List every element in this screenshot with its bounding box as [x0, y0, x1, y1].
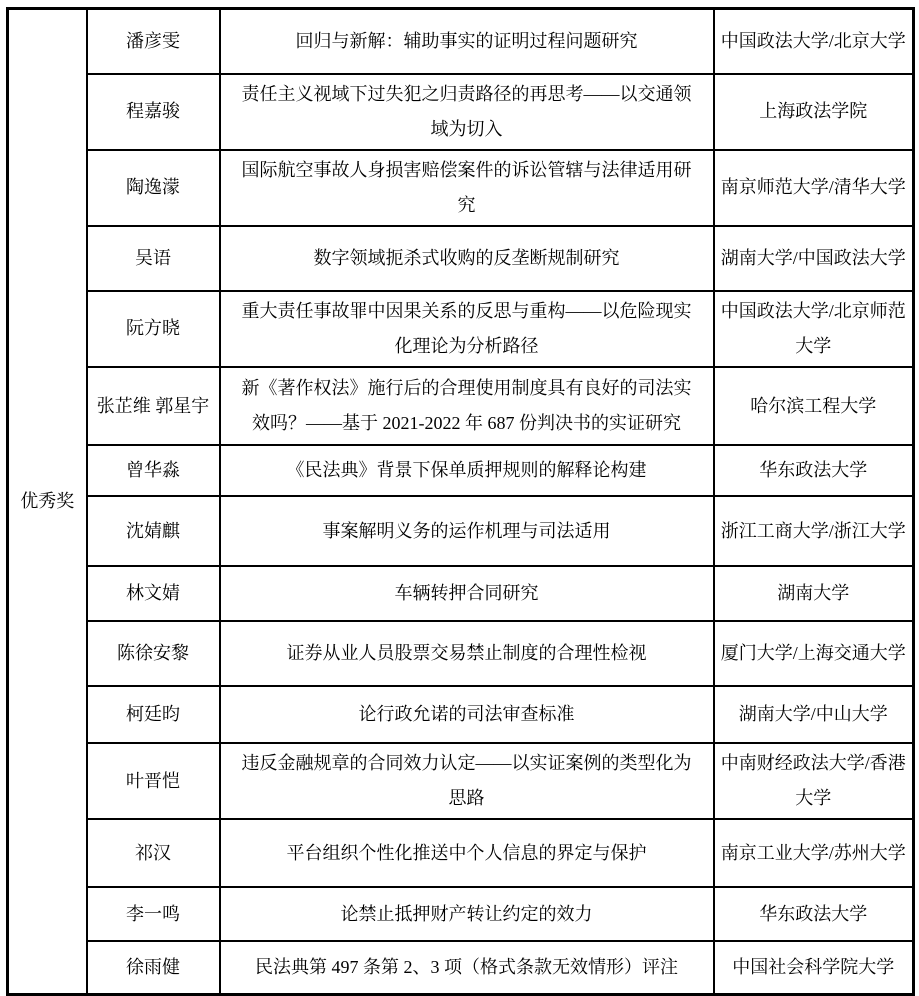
university-cell: 厦门大学/上海交通大学	[714, 621, 914, 686]
paper-title-cell: 《民法典》背景下保单质押规则的解释论构建	[220, 445, 714, 496]
winner-name-cell: 李一鸣	[87, 887, 220, 941]
paper-title-cell: 回归与新解：辅助事实的证明过程问题研究	[220, 9, 714, 74]
university-cell: 湖南大学/中山大学	[714, 686, 914, 743]
table-row	[8, 74, 914, 150]
paper-title-cell: 重大责任事故罪中因果关系的反思与重构——以危险现实化理论为分析路径	[220, 291, 714, 367]
paper-title-cell: 国际航空事故人身损害赔偿案件的诉讼管辖与法律适用研究	[220, 150, 714, 226]
university-cell: 湖南大学/中国政法大学	[714, 226, 914, 291]
table-row	[8, 150, 914, 226]
table-row	[8, 743, 914, 819]
awards-table-body	[8, 9, 914, 995]
university-cell: 南京工业大学/苏州大学	[714, 819, 914, 887]
table-row	[8, 445, 914, 496]
winner-name-cell: 陶逸濛	[87, 150, 220, 226]
university-cell: 哈尔滨工程大学	[714, 367, 914, 445]
table-row	[8, 887, 914, 941]
winner-name-cell: 柯廷昀	[87, 686, 220, 743]
university-cell: 华东政法大学	[714, 445, 914, 496]
table-row	[8, 291, 914, 367]
university-cell: 中国政法大学/北京大学	[714, 9, 914, 74]
table-row	[8, 621, 914, 686]
paper-title-cell: 数字领域扼杀式收购的反垄断规制研究	[220, 226, 714, 291]
table-row	[8, 566, 914, 621]
university-cell: 华东政法大学	[714, 887, 914, 941]
table-row	[8, 226, 914, 291]
winner-name-cell: 曾华淼	[87, 445, 220, 496]
paper-title-cell: 论行政允诺的司法审查标准	[220, 686, 714, 743]
paper-title-cell: 新《著作权法》施行后的合理使用制度具有良好的司法实效吗？——基于 2021-2022 年 687 份判决书的实证研究	[220, 367, 714, 445]
paper-title-cell: 证券从业人员股票交易禁止制度的合理性检视	[220, 621, 714, 686]
award-category-cell: 优秀奖	[8, 9, 87, 995]
table-row	[8, 941, 914, 994]
table-row	[8, 496, 914, 566]
table-row	[8, 9, 914, 74]
paper-title-cell: 违反金融规章的合同效力认定——以实证案例的类型化为思路	[220, 743, 714, 819]
winner-name-cell: 陈徐安黎	[87, 621, 220, 686]
paper-title-cell: 民法典第 497 条第 2、3 项（格式条款无效情形）评注	[220, 941, 714, 994]
table-row	[8, 819, 914, 887]
paper-title-cell: 事案解明义务的运作机理与司法适用	[220, 496, 714, 566]
winner-name-cell: 祁汉	[87, 819, 220, 887]
winner-name-cell: 张芷维 郭星宇	[87, 367, 220, 445]
paper-title-cell: 平台组织个性化推送中个人信息的界定与保护	[220, 819, 714, 887]
university-cell: 中国政法大学/北京师范大学	[714, 291, 914, 367]
university-cell: 南京师范大学/清华大学	[714, 150, 914, 226]
winner-name-cell: 林文婧	[87, 566, 220, 621]
winner-name-cell: 程嘉骏	[87, 74, 220, 150]
table-row	[8, 367, 914, 445]
winner-name-cell: 阮方晓	[87, 291, 220, 367]
paper-title-cell: 车辆转押合同研究	[220, 566, 714, 621]
paper-title-cell: 论禁止抵押财产转让约定的效力	[220, 887, 714, 941]
university-cell: 湖南大学	[714, 566, 914, 621]
winner-name-cell: 叶晋恺	[87, 743, 220, 819]
university-cell: 中国社会科学院大学	[714, 941, 914, 994]
winner-name-cell: 潘彦雯	[87, 9, 220, 74]
winner-name-cell: 徐雨健	[87, 941, 220, 994]
university-cell: 浙江工商大学/浙江大学	[714, 496, 914, 566]
winner-name-cell: 吴语	[87, 226, 220, 291]
awards-table	[6, 7, 915, 996]
university-cell: 上海政法学院	[714, 74, 914, 150]
paper-title-cell: 责任主义视域下过失犯之归责路径的再思考——以交通领域为切入	[220, 74, 714, 150]
winner-name-cell: 沈婧麒	[87, 496, 220, 566]
table-row	[8, 686, 914, 743]
university-cell: 中南财经政法大学/香港大学	[714, 743, 914, 819]
